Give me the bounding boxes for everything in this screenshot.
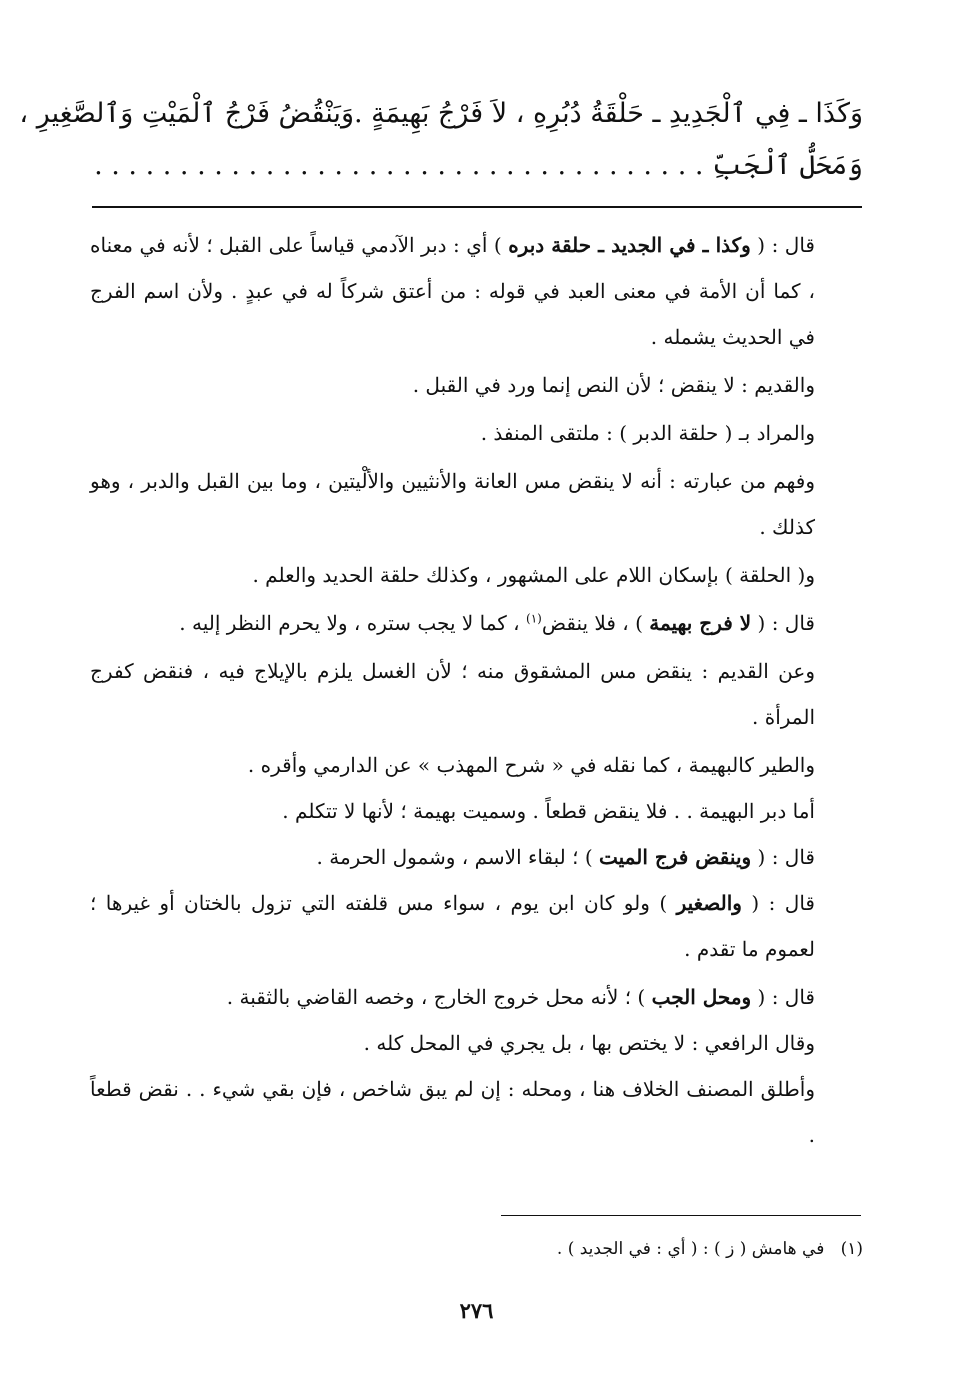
p1-quote: وكذا ـ في الجديد ـ حلقة دبره bbox=[508, 233, 751, 257]
matn-line-2 bbox=[90, 140, 863, 192]
paragraph-8: والطير كالبهيمة ، كما نقله في « شرح المهذب » عن الدارمي وأقره . bbox=[247, 753, 815, 777]
p11-quote: والصغير bbox=[676, 891, 742, 915]
matn-line-1: وَكَذَا ـ فِي ٱلْجَدِيدِ ـ حَلْقَةُ دُبُرِهِ ، لاَ فَرْجُ بَهِيمَةٍ .وَيَنْقُضُ فَرْجُ ٱلْمَيْتِ وَٱلصَّغِيرِ ، bbox=[19, 98, 863, 129]
matn-separator-rule bbox=[92, 206, 862, 208]
p12-quote: ومحل الجب bbox=[651, 985, 752, 1009]
paragraph-4: وفهم من عبارته : أنه لا ينقض مس العانة والأنثيين والألْيتين ، وما بين القبل والدبر ، وهو كذلك . bbox=[90, 469, 815, 539]
matn-dots: . . . . . . . . . . . . . . . . . . . . . . . . . . . . . . . . . . . . bbox=[94, 150, 704, 181]
paragraph-14: وأطلق المصنف الخلاف هنا ، ومحله : إن لم يبق شاخص ، فإن بقي شيء . . نقض قطعاً . bbox=[90, 1077, 815, 1147]
paragraph-9: أما دبر البهيمة . . فلا ينقض قطعاً . وسميت بهيمة ؛ لأنها لا تتكلم . bbox=[282, 799, 815, 823]
matn-text bbox=[19, 88, 863, 192]
paragraph-6 bbox=[90, 600, 863, 646]
p11-intro: قال : ( bbox=[741, 891, 815, 915]
p6-text: ) ، فلا ينقض bbox=[541, 611, 650, 635]
p6-text-rest: ، كما لا يجب ستره ، ولا يحرم النظر إليه . bbox=[179, 611, 526, 635]
paragraph-12 bbox=[90, 974, 863, 1020]
paragraph-7: وعن القديم : ينقض مس المشقوق منه ؛ لأن الغسل يلزم بالإيلاج فيه ، فنقض كفرج المرأة . bbox=[90, 659, 815, 729]
footnote-text: في هامش ( ز ) : ( أي : في الجديد ) . bbox=[556, 1239, 825, 1259]
p12-text: ) ؛ لأنه محل خروج الخارج ، وخصه القاضي بالثقبة . bbox=[226, 985, 652, 1009]
paragraph-10 bbox=[90, 834, 863, 880]
p6-intro: قال : ( bbox=[751, 611, 815, 635]
paragraph-1 bbox=[90, 222, 863, 360]
page-number: ٢٧٦ bbox=[459, 1298, 494, 1323]
p11-text: ) ولو كان ابن يوم ، سواء مس قلفته التي تزول بالختان أو غيرها ؛ لعموم ما تقدم . bbox=[90, 891, 815, 961]
matn-line-2-text: وَمَحَلُّ ٱلْجَبِّ bbox=[712, 150, 863, 181]
sharh-commentary bbox=[90, 222, 863, 1158]
footnote-separator-rule bbox=[501, 1215, 861, 1216]
p10-quote: وينقض فرج الميت bbox=[598, 845, 752, 869]
paragraph-5: و( الحلقة ) بإسكان اللام على المشهور ، وكذلك حلقة الحديد والعلم . bbox=[252, 563, 815, 587]
p10-text: ) ؛ لبقاء الاسم ، وشمول الحرمة . bbox=[316, 845, 599, 869]
paragraph-11 bbox=[90, 880, 863, 972]
p6-quote: لا فرج بهيمة bbox=[649, 611, 752, 635]
p12-intro: قال : ( bbox=[751, 985, 815, 1009]
p1-text: ) أي : دبر الآدمي قياساً على القبل ؛ لأنه في معناه ، كما أن الأمة في معنى العبد في قوله : من أعتق شركاً له في عبدٍ . ولأن اسم الفرج في الحديث يشمله . bbox=[90, 233, 815, 349]
footnote-marker: (١) bbox=[840, 1239, 863, 1259]
paragraph-2: والقديم : لا ينقض ؛ لأن النص إنما ورد في القبل . bbox=[412, 373, 815, 397]
p10-intro: قال : ( bbox=[751, 845, 815, 869]
p1-intro: قال : ( bbox=[750, 233, 815, 257]
paragraph-13: وقال الرافعي : لا يختص بها ، بل يجري في المحل كله . bbox=[363, 1031, 815, 1055]
footnote bbox=[90, 1234, 863, 1264]
paragraph-3: والمراد بـ ( حلقة الدبر ) : ملتقى المنفذ . bbox=[480, 421, 815, 445]
footnote-ref: (١) bbox=[526, 611, 542, 626]
